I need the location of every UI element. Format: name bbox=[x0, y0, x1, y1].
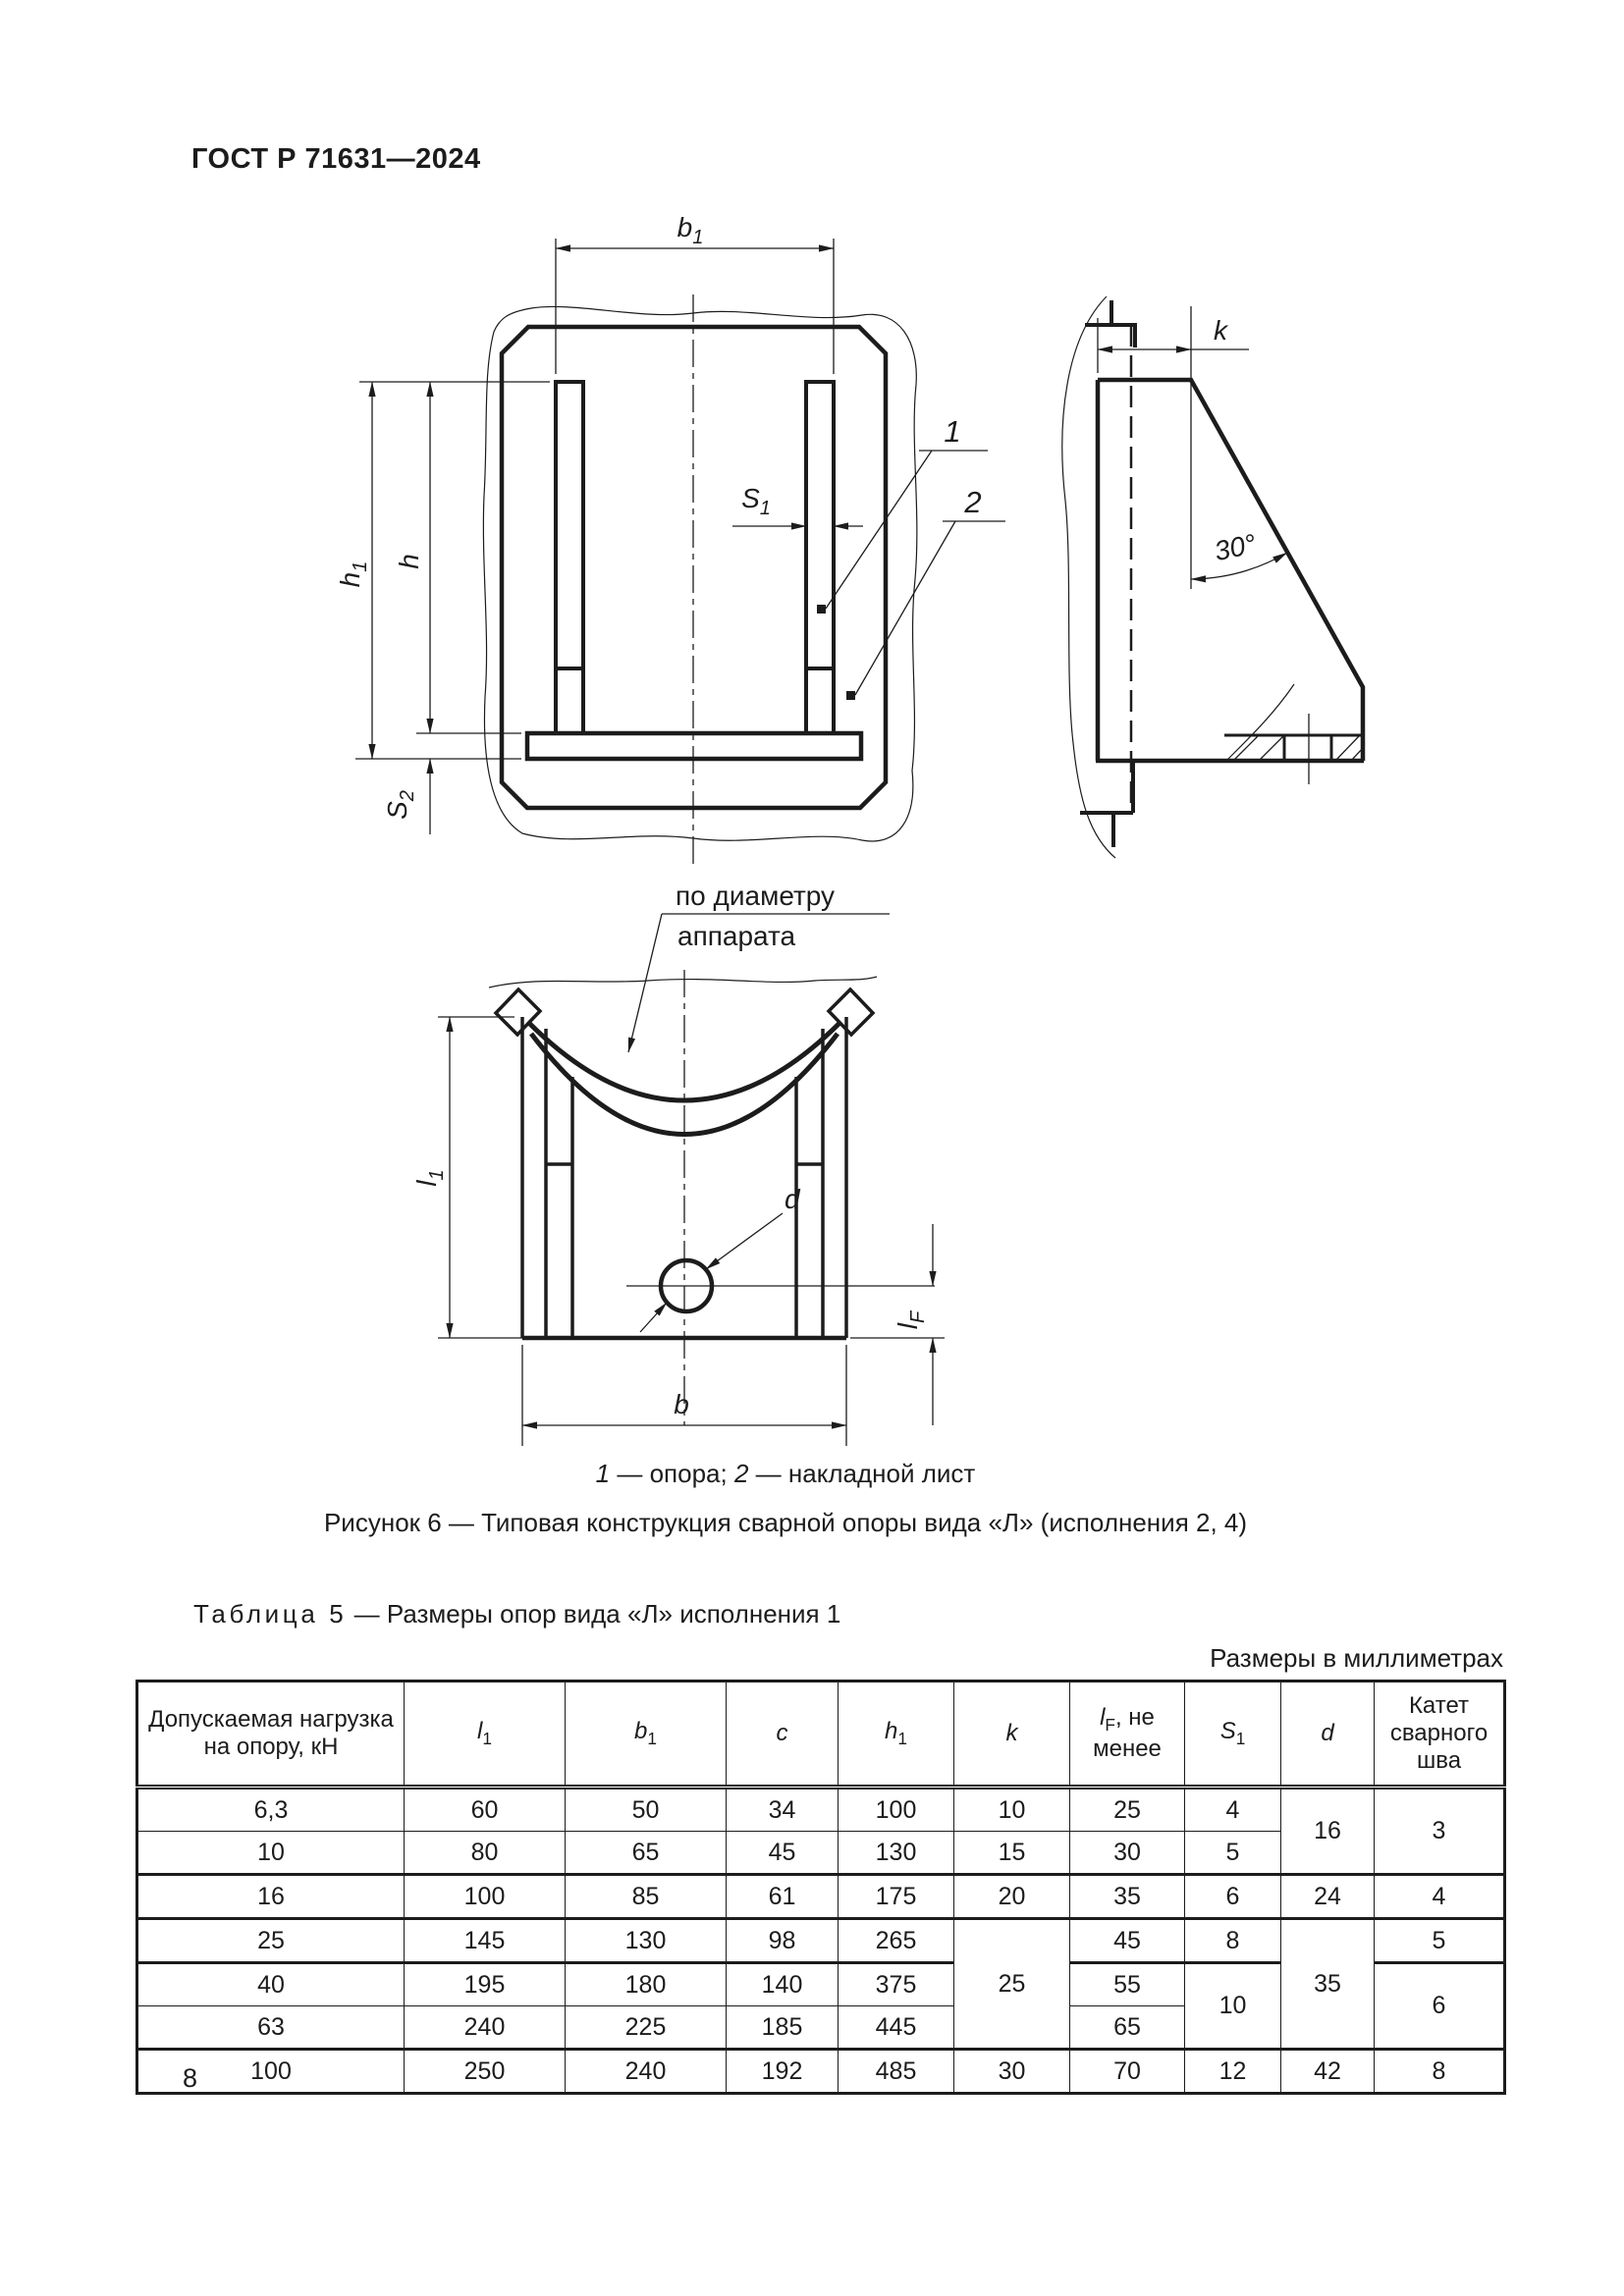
legend-pos-2: 2 bbox=[733, 1459, 749, 1488]
dim-label-lf: $l_F$ bbox=[893, 1310, 929, 1330]
saddle-view-drawing bbox=[393, 869, 967, 1463]
table-cell: 98 bbox=[727, 1919, 839, 1963]
table-cell: 240 bbox=[405, 2006, 566, 2050]
dimensions-table bbox=[135, 1680, 1506, 2095]
front-view-drawing bbox=[245, 191, 1011, 902]
table-cell: 130 bbox=[566, 1919, 727, 1963]
table-cell: 61 bbox=[727, 1875, 839, 1919]
table-row bbox=[137, 2050, 1505, 2094]
dim-label-l1: $l_1$ bbox=[411, 1169, 448, 1187]
table-cell: 180 bbox=[566, 1963, 727, 2006]
col-header-h1: $h_1$ bbox=[839, 1682, 954, 1788]
table-cell: 140 bbox=[727, 1963, 839, 2006]
table-header-row bbox=[137, 1682, 1505, 1788]
table-title: Таблица 5 — Размеры опор вида «Л» исполнения 1 bbox=[193, 1599, 841, 1629]
document-standard-number: ГОСТ Р 71631—2024 bbox=[191, 143, 481, 175]
table-number: Таблица 5 bbox=[193, 1599, 348, 1629]
dim-label-h1: $h_1$ bbox=[335, 561, 371, 588]
table-cell: 5 bbox=[1375, 1919, 1505, 1963]
table-cell: 8 bbox=[1375, 2050, 1505, 2094]
col-header-l1: $l_1$ bbox=[405, 1682, 566, 1788]
table-cell: 485 bbox=[839, 2050, 954, 2094]
table-cell: 4 bbox=[1375, 1875, 1505, 1919]
table-cell: 16 bbox=[137, 1875, 405, 1919]
shell-ring-bottom bbox=[1080, 761, 1133, 847]
table-cell: 30 bbox=[954, 2050, 1070, 2094]
table-cell: 12 bbox=[1185, 2050, 1281, 2094]
table-cell: 30 bbox=[1070, 1832, 1185, 1875]
table-cell: 240 bbox=[566, 2050, 727, 2094]
table-cell: 6,3 bbox=[137, 1788, 405, 1832]
table-cell: 100 bbox=[137, 2050, 405, 2094]
break-outline bbox=[483, 306, 916, 841]
position-label-2: 2 bbox=[964, 485, 982, 519]
base-plate bbox=[527, 733, 861, 759]
table-cell: 6 bbox=[1185, 1875, 1281, 1919]
table-cell: 375 bbox=[839, 1963, 954, 2006]
shell-break-line bbox=[489, 977, 877, 988]
position-label-1: 1 bbox=[944, 414, 961, 449]
table-units-note: Размеры в миллиметрах bbox=[1210, 1643, 1503, 1673]
table-cell: 3 bbox=[1375, 1788, 1505, 1875]
table-cell: 10 bbox=[954, 1788, 1070, 1832]
table-cell: 145 bbox=[405, 1919, 566, 1963]
table-row bbox=[137, 1875, 1505, 1919]
table-cell: 55 bbox=[1070, 1963, 1185, 2006]
angle-label: 30° bbox=[1212, 528, 1259, 567]
table-cell: 175 bbox=[839, 1875, 954, 1919]
table-cell: 35 bbox=[1070, 1875, 1185, 1919]
gusset-outline bbox=[1098, 380, 1363, 761]
table-cell: 8 bbox=[1185, 1919, 1281, 1963]
table-cell: 80 bbox=[405, 1832, 566, 1875]
dim-label-b: b bbox=[674, 1389, 689, 1419]
table-cell: 16 bbox=[1281, 1788, 1375, 1875]
col-header-s1: $S_1$ bbox=[1185, 1682, 1281, 1788]
table-row bbox=[137, 1788, 1505, 1832]
side-view-drawing bbox=[1031, 236, 1473, 913]
table-cell: 192 bbox=[727, 2050, 839, 2094]
table-cell: 20 bbox=[954, 1875, 1070, 1919]
table-cell: 130 bbox=[839, 1832, 954, 1875]
table-cell: 42 bbox=[1281, 2050, 1375, 2094]
shell-ring-top bbox=[1085, 300, 1135, 347]
table-cell: 34 bbox=[727, 1788, 839, 1832]
table-cell: 60 bbox=[405, 1788, 566, 1832]
diameter-note-line1: по диаметру bbox=[676, 881, 836, 911]
table-cell: 25 bbox=[1070, 1788, 1185, 1832]
dim-label-h: h bbox=[394, 554, 424, 569]
col-header-d: d bbox=[1281, 1682, 1375, 1788]
dim-label-s1: $S_1$ bbox=[741, 483, 771, 519]
page-number: 8 bbox=[183, 2063, 198, 2093]
col-header-weld: Катет сварного шва bbox=[1375, 1682, 1505, 1788]
position-point-2 bbox=[846, 691, 855, 700]
table-cell: 65 bbox=[566, 1832, 727, 1875]
figure-caption: Рисунок 6 — Типовая конструкция сварной опоры вида «Л» (исполнения 2, 4) bbox=[323, 1508, 1248, 1537]
table-cell: 70 bbox=[1070, 2050, 1185, 2094]
col-header-c: c bbox=[727, 1682, 839, 1788]
col-header-b1: $b_1$ bbox=[566, 1682, 727, 1788]
dim-label-b1: $b_1$ bbox=[677, 212, 704, 248]
table-cell: 445 bbox=[839, 2006, 954, 2050]
table-cell: 265 bbox=[839, 1919, 954, 1963]
dim-label-d: d bbox=[785, 1184, 800, 1214]
table-cell: 25 bbox=[137, 1919, 405, 1963]
table-cell: 195 bbox=[405, 1963, 566, 2006]
table-cell: 25 bbox=[954, 1919, 1070, 2050]
col-header-lf: $l_F$, не менее bbox=[1070, 1682, 1185, 1788]
col-header-load: Допускаемая нагрузка на опору, кН bbox=[137, 1682, 405, 1788]
table-cell: 100 bbox=[839, 1788, 954, 1832]
diameter-note-leader bbox=[628, 914, 662, 1052]
position-point-1 bbox=[817, 605, 826, 614]
support-bar-right bbox=[806, 382, 834, 733]
table-cell: 40 bbox=[137, 1963, 405, 2006]
support-bar-left bbox=[556, 382, 583, 733]
legend-pos-1: 1 bbox=[595, 1459, 611, 1488]
table-cell: 5 bbox=[1185, 1832, 1281, 1875]
table-cell: 24 bbox=[1281, 1875, 1375, 1919]
table-cell: 4 bbox=[1185, 1788, 1281, 1832]
table-cell: 63 bbox=[137, 2006, 405, 2050]
table-cell: 65 bbox=[1070, 2006, 1185, 2050]
table-row bbox=[137, 1919, 1505, 1963]
figure-legend: 1 — опора; 2 — накладной лист bbox=[595, 1459, 976, 1488]
table-cell: 85 bbox=[566, 1875, 727, 1919]
table-cell: 185 bbox=[727, 2006, 839, 2050]
table-cell: 100 bbox=[405, 1875, 566, 1919]
table-cell: 10 bbox=[1185, 1963, 1281, 2050]
table-cell: 6 bbox=[1375, 1963, 1505, 2050]
dim-label-s2: $S_2$ bbox=[382, 790, 418, 820]
table-cell: 35 bbox=[1281, 1919, 1375, 2050]
diameter-note-line2: аппарата bbox=[677, 921, 796, 951]
section-hatch bbox=[1233, 735, 1364, 761]
table-cell: 15 bbox=[954, 1832, 1070, 1875]
table-cell: 225 bbox=[566, 2006, 727, 2050]
table-cell: 10 bbox=[137, 1832, 405, 1875]
table-cell: 50 bbox=[566, 1788, 727, 1832]
table-cell: 45 bbox=[1070, 1919, 1185, 1963]
table-cell: 250 bbox=[405, 2050, 566, 2094]
dim-label-k: k bbox=[1214, 315, 1227, 346]
table-cell: 45 bbox=[727, 1832, 839, 1875]
col-header-k: k bbox=[954, 1682, 1070, 1788]
